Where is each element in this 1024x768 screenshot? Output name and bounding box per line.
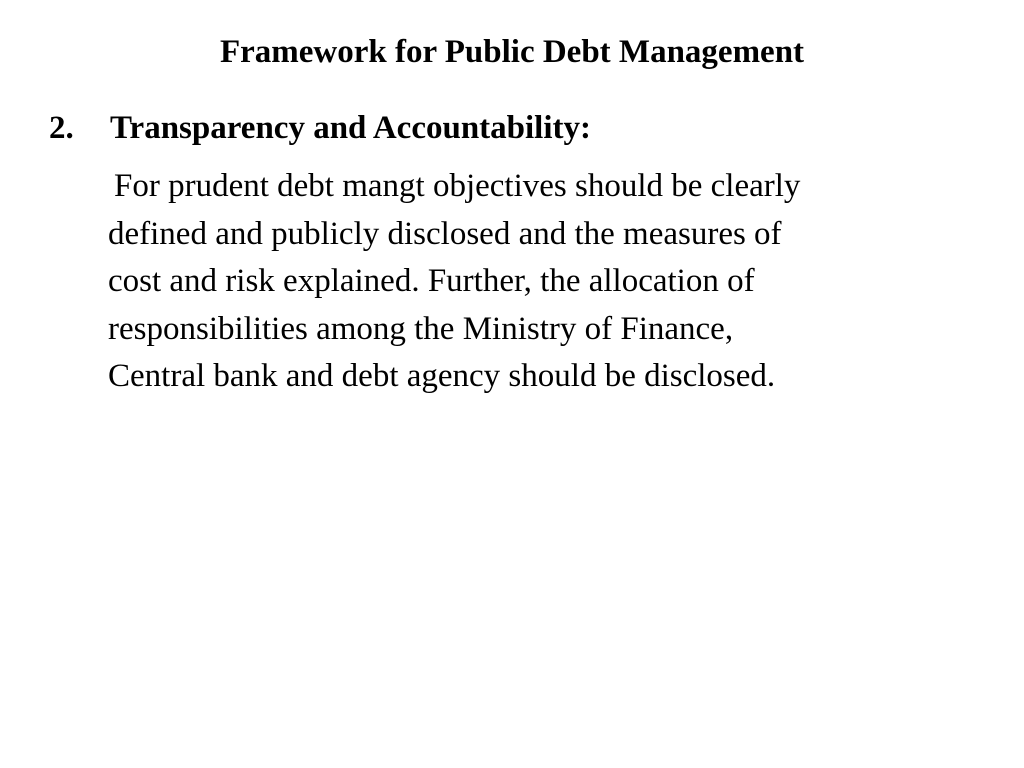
body-text-line: defined and publicly disclosed and the measures of bbox=[108, 215, 782, 252]
body-text-line: For prudent debt mangt objectives should be clearly bbox=[114, 168, 801, 204]
body-text-line: responsibilities among the Ministry of Finance, bbox=[108, 310, 734, 347]
slide-title: Framework for Public Debt Management bbox=[219, 34, 805, 70]
body-text-line: Central bank and debt agency should be disclosed. bbox=[108, 358, 776, 394]
list-item-number: 2. bbox=[49, 110, 74, 146]
list-item-body bbox=[108, 163, 988, 401]
list-item-heading: Transparency and Accountability: bbox=[110, 110, 591, 146]
body-text-line: cost and risk explained. Further, the allocation of bbox=[108, 263, 755, 299]
